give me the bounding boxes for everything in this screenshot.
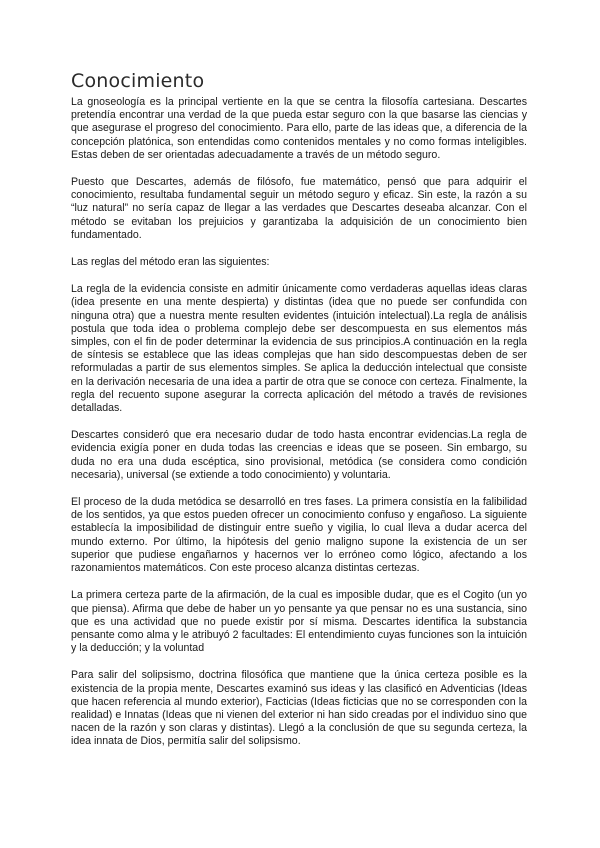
paragraph-gnoseologia: La gnoseología es la principal vertiente en la que se centra la filosofía cartesiana. Descartes pretendía encontrar una verdad de la que pueda estar seguro con la que basarse las ciencias y que asegurase el progreso del conocimiento. Para ello, parte de las ideas que, a diferencia de la concepción platónica, son entendidas como contenidos mentales y no como formas inteligibles. Estas deben de ser orientadas adecuadamente a través de un método seguro. — [71, 96, 527, 161]
paragraph-duda: Descartes consideró que era necesario dudar de todo hasta encontrar evidencias.La regla de evidencia exigía poner en duda todas las creencias e ideas que se poseen. Sin embargo, su duda no era una duda escéptica, sino provisional, metódica (se considera como condición necesaria), universal (se extiende a todo conocimiento) y voluntaria. — [71, 429, 527, 481]
paragraph-cogito: La primera certeza parte de la afirmación, de la cual es imposible dudar, que es el Cogito (un yo que piensa). Afirma que debe de haber un yo pensante ya que pensar no es una sustancia, sino que es una actividad que no puede existir por sí misma. Descartes identifica la substancia pensante como alma y le atribuyó 2 facultades: El entendimiento cuyas funciones son la intuición y la deducción; y la voluntad — [71, 589, 527, 655]
paragraph-reglas: La regla de la evidencia consiste en admitir únicamente como verdaderas aquellas ideas claras (idea presente en una mente despierta) y distintas (idea que no puede ser confundida con ninguna otra) que a nuestra mente resulten evidentes (intuición intelectual).La regla de análisis postula que toda idea o problema complejo debe ser descompuesta en sus elementos más simples, con el fin de poder determinar la evidencia de sus principios.A continuación en la regla de síntesis se establece que las ideas complejas que han sido descompuestas deben de ser reformuladas a partir de sus elementos simples. Se aplica la deducción intelectual que consiste en la derivación necesaria de una idea a partir de otra que se conoce con certeza. Finalmente, la regla del recuento supone asegurar la correcta aplicación del método a través de revisiones detalladas. — [71, 283, 527, 415]
paragraph-reglas-intro: Las reglas del método eran las siguientes: — [71, 256, 270, 269]
paragraph-duda-metodica: El proceso de la duda metódica se desarrolló en tres fases. La primera consistía en la falibilidad de los sentidos, ya que estos pueden ofrecer un conocimiento confuso y engañoso. La siguiente establecía la imposibilidad de distinguir entre sueño y vigilia, lo cual lleva a dudar acerca del mundo externo. Por último, la hipótesis del genio maligno supone la existencia de un ser superior que pudiese engañarnos y hacernos ver lo erróneo como lógico, afectando a los razonamientos matemáticos. Con este proceso alcanza distintas certezas. — [71, 496, 527, 575]
paragraph-metodo: Puesto que Descartes, además de filósofo, fue matemático, pensó que para adquirir el conocimiento, resultaba fundamental seguir un método seguro y eficaz. Sin este, la razón a su “luz natural” no sería capaz de llegar a las verdades que Descartes deseaba alcanzar. Con el método se evitaban los prejuicios y garantizaba la adquisición de un conocimiento bien fundamentado. — [71, 176, 527, 241]
document-page — [71, 70, 527, 763]
paragraph-solipsismo: Para salir del solipsismo, doctrina filosófica que mantiene que la única certeza posible es la existencia de la propia mente, Descartes examinó sus ideas y las clasificó en Adventicias (Ideas que hacen referencia al mundo exterior), Facticias (Ideas ficticias que no se corresponden con la realidad) e Innatas (Ideas que ni vienen del exterior ni han sido creadas por el individuo sino que nacen de la razón y son claras y distintas). Llegó a la conclusión de que su segunda certeza, la idea innata de Dios, permitía salir del solipsismo. — [71, 669, 527, 748]
document-title: Conocimiento — [71, 70, 205, 92]
